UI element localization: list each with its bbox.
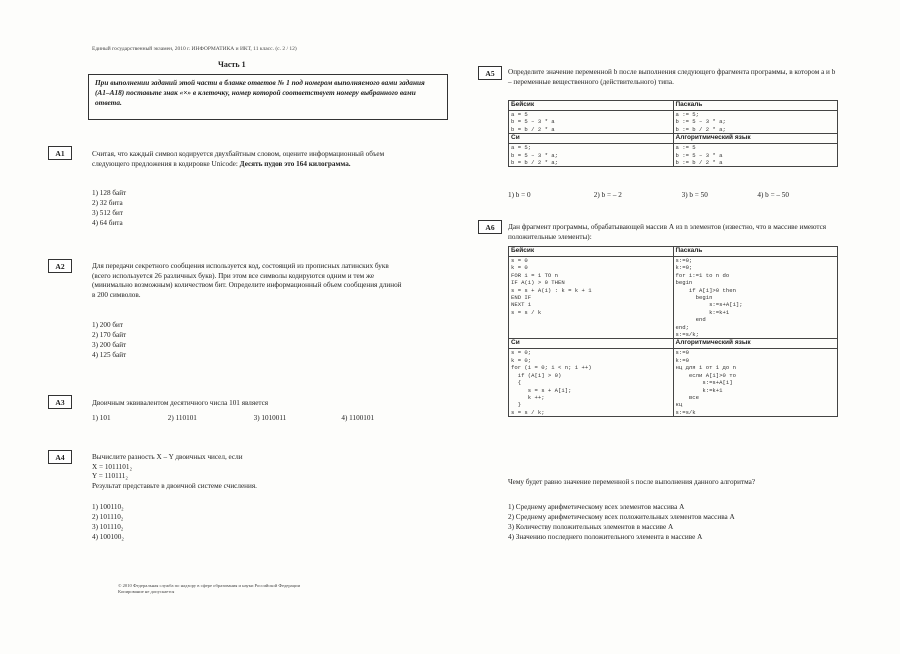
code-table-a6 — [508, 246, 838, 417]
a6-header-pascal: Паскаль — [673, 247, 838, 257]
question-number-a4: А4 — [48, 450, 72, 464]
options-a1 — [92, 188, 126, 228]
options-a2 — [92, 320, 126, 360]
question-text-a1 — [92, 150, 404, 169]
part-title: Часть 1 — [218, 60, 246, 69]
a5-code-pascal: a := 5; b := 5 – 3 * a; b := b / 2 * a; — [673, 111, 838, 134]
question-number-a1: А1 — [48, 146, 72, 160]
option-a2-1[interactable]: 1) 200 бит — [92, 321, 124, 329]
a5-code-basic: a = 5 b = 5 – 3 * a b = b / 2 * a — [509, 111, 674, 134]
a5-header-c: Си — [509, 134, 674, 144]
option-a2-2[interactable]: 2) 170 байт — [92, 331, 127, 339]
a1-phrase: Десять пудов это 164 килограмма. — [239, 159, 351, 168]
a6-header-c: Си — [509, 339, 674, 349]
option-a3-3[interactable]: 3) 1010011 — [253, 414, 287, 422]
option-a2-3[interactable]: 3) 200 байт — [92, 341, 127, 349]
a6-code-c: s = 0; k = 0; for (i = 0; i < n; i ++) if (A[i] > 0) { s = s + A[i]; k ++; } s = s / k; — [509, 349, 674, 417]
footer-copyright: © 2010 Федеральная служба по надзору в сфере образования и науки Российской Федерации — [118, 583, 301, 588]
option-a1-2[interactable]: 2) 32 бита — [92, 199, 123, 207]
a6-code-basic: s = 0 k = 0 FOR i = 1 TO n IF A(i) > 0 THEN s = s + A(i) : k = k + 1 END IF NEXT i s = s / k — [509, 257, 674, 339]
question-text-a5: Определите значение переменной b после выполнения следующего фрагмента программы, в котором a и b – переменные вещественного (действительного) типа. — [508, 68, 836, 86]
question-a6: Чему будет равно значение переменной s после выполнения данного алгоритма? — [508, 478, 756, 486]
option-a1-1[interactable]: 1) 128 байт — [92, 189, 127, 197]
question-number-a6: А6 — [478, 220, 502, 234]
a6-header-basic: Бейсик — [509, 247, 674, 257]
a5-header-algo: Алгоритмический язык — [673, 134, 838, 144]
options-a6 — [508, 502, 735, 542]
question-number-a5: А5 — [478, 66, 502, 80]
options-a5 — [508, 191, 789, 199]
page-footer — [118, 583, 300, 595]
question-text-a6: Дан фрагмент программы, обрабатывающей массив А из n элементов (известно, что в массиве имеются положительные элементы): — [508, 223, 827, 241]
option-a4-1[interactable]: 1) 100110₂ — [92, 503, 124, 511]
option-a6-4[interactable]: 4) Значению последнего положительного элемента в массиве А — [508, 533, 703, 541]
question-text-a2: Для передачи секретного сообщения используется код, состоящий из прописных латинских букв (всего используется 26 различных букв). При этом все символы кодируются одним и тем же (минимально возможным) количеством бит. Определите информационный объем сообщения длиной в 200 символов. — [92, 262, 402, 299]
option-a3-2[interactable]: 2) 110101 — [167, 414, 197, 422]
option-a1-3[interactable]: 3) 512 бит — [92, 209, 124, 217]
option-a6-2[interactable]: 2) Среднему арифметическому всех положительных элементов массива А — [508, 513, 735, 521]
a4-text: Вычислите разность X – Y двоичных чисел, если — [92, 453, 243, 461]
question-number-a3: А3 — [48, 395, 72, 409]
option-a6-1[interactable]: 1) Среднему арифметическому всех элементов массива А — [508, 503, 685, 511]
a5-code-c: a = 5; b = 5 – 3 * a; b = b / 2 * a; — [509, 144, 674, 167]
question-text-a4 — [92, 453, 404, 491]
a4-x: X = 1011101₂ — [92, 462, 132, 471]
option-a5-3[interactable]: 3) b = 50 — [681, 191, 708, 199]
options-a3 — [92, 414, 374, 422]
a5-header-basic: Бейсик — [509, 101, 674, 111]
option-a6-3[interactable]: 3) Количеству положительных элементов в массиве А — [508, 523, 674, 531]
instruction-box: При выполнении заданий этой части в бланке ответов № 1 под номером выполняемого вами задания (А1–А18) поставьте знак «×» в клеточку, номер которой соответствует номеру выбранного вами ответа. — [88, 74, 448, 120]
a1-text: Считая, что каждый символ кодируется двухбайтным словом, оцените информационный объем следующего предложения в кодировке Unicode: — [92, 150, 385, 168]
option-a3-4[interactable]: 4) 1100101 — [341, 414, 375, 422]
page-header: Единый государственный экзамен, 2010 г. ИНФОРМАТИКА и ИКТ, 11 класс. (с. 2 / 12) — [92, 46, 297, 52]
option-a4-4[interactable]: 4) 100100₂ — [92, 533, 124, 541]
option-a5-2[interactable]: 2) b = – 2 — [593, 191, 622, 199]
a6-code-algo: s:=0 k:=0 нц для i от 1 до n если A[i]>0 то s:=s+A[i] k:=k+1 все кц s:=s/k — [673, 349, 838, 417]
a5-code-algo: a := 5 b := 5 – 3 * a b := b / 2 * a — [673, 144, 838, 167]
question-text-a3: Двоичным эквивалентом десятичного числа 101 является — [92, 399, 269, 407]
option-a5-1[interactable]: 1) b = 0 — [508, 191, 531, 199]
option-a3-1[interactable]: 1) 101 — [92, 414, 111, 422]
option-a2-4[interactable]: 4) 125 байт — [92, 351, 127, 359]
code-table-a5 — [508, 100, 838, 167]
option-a4-3[interactable]: 3) 101110₂ — [92, 523, 124, 531]
a4-result: Результат представьте в двоичной системе счисления. — [92, 481, 257, 490]
a5-header-pascal: Паскаль — [673, 101, 838, 111]
a6-header-algo: Алгоритмический язык — [673, 339, 838, 349]
a6-code-pascal: s:=0; k:=0; for i:=1 to n do begin if A[i]>0 then begin s:=s+A[i]; k:=k+1 end end; s:=s/k; — [673, 257, 838, 339]
option-a5-4[interactable]: 4) b = – 50 — [757, 191, 789, 199]
option-a4-2[interactable]: 2) 101110₂ — [92, 513, 124, 521]
question-number-a2: А2 — [48, 259, 72, 273]
options-a4 — [92, 502, 124, 542]
option-a1-4[interactable]: 4) 64 бита — [92, 219, 123, 227]
footer-note: Копирование не допускается — [118, 589, 175, 594]
a4-y: Y = 110111₂ — [92, 472, 128, 480]
